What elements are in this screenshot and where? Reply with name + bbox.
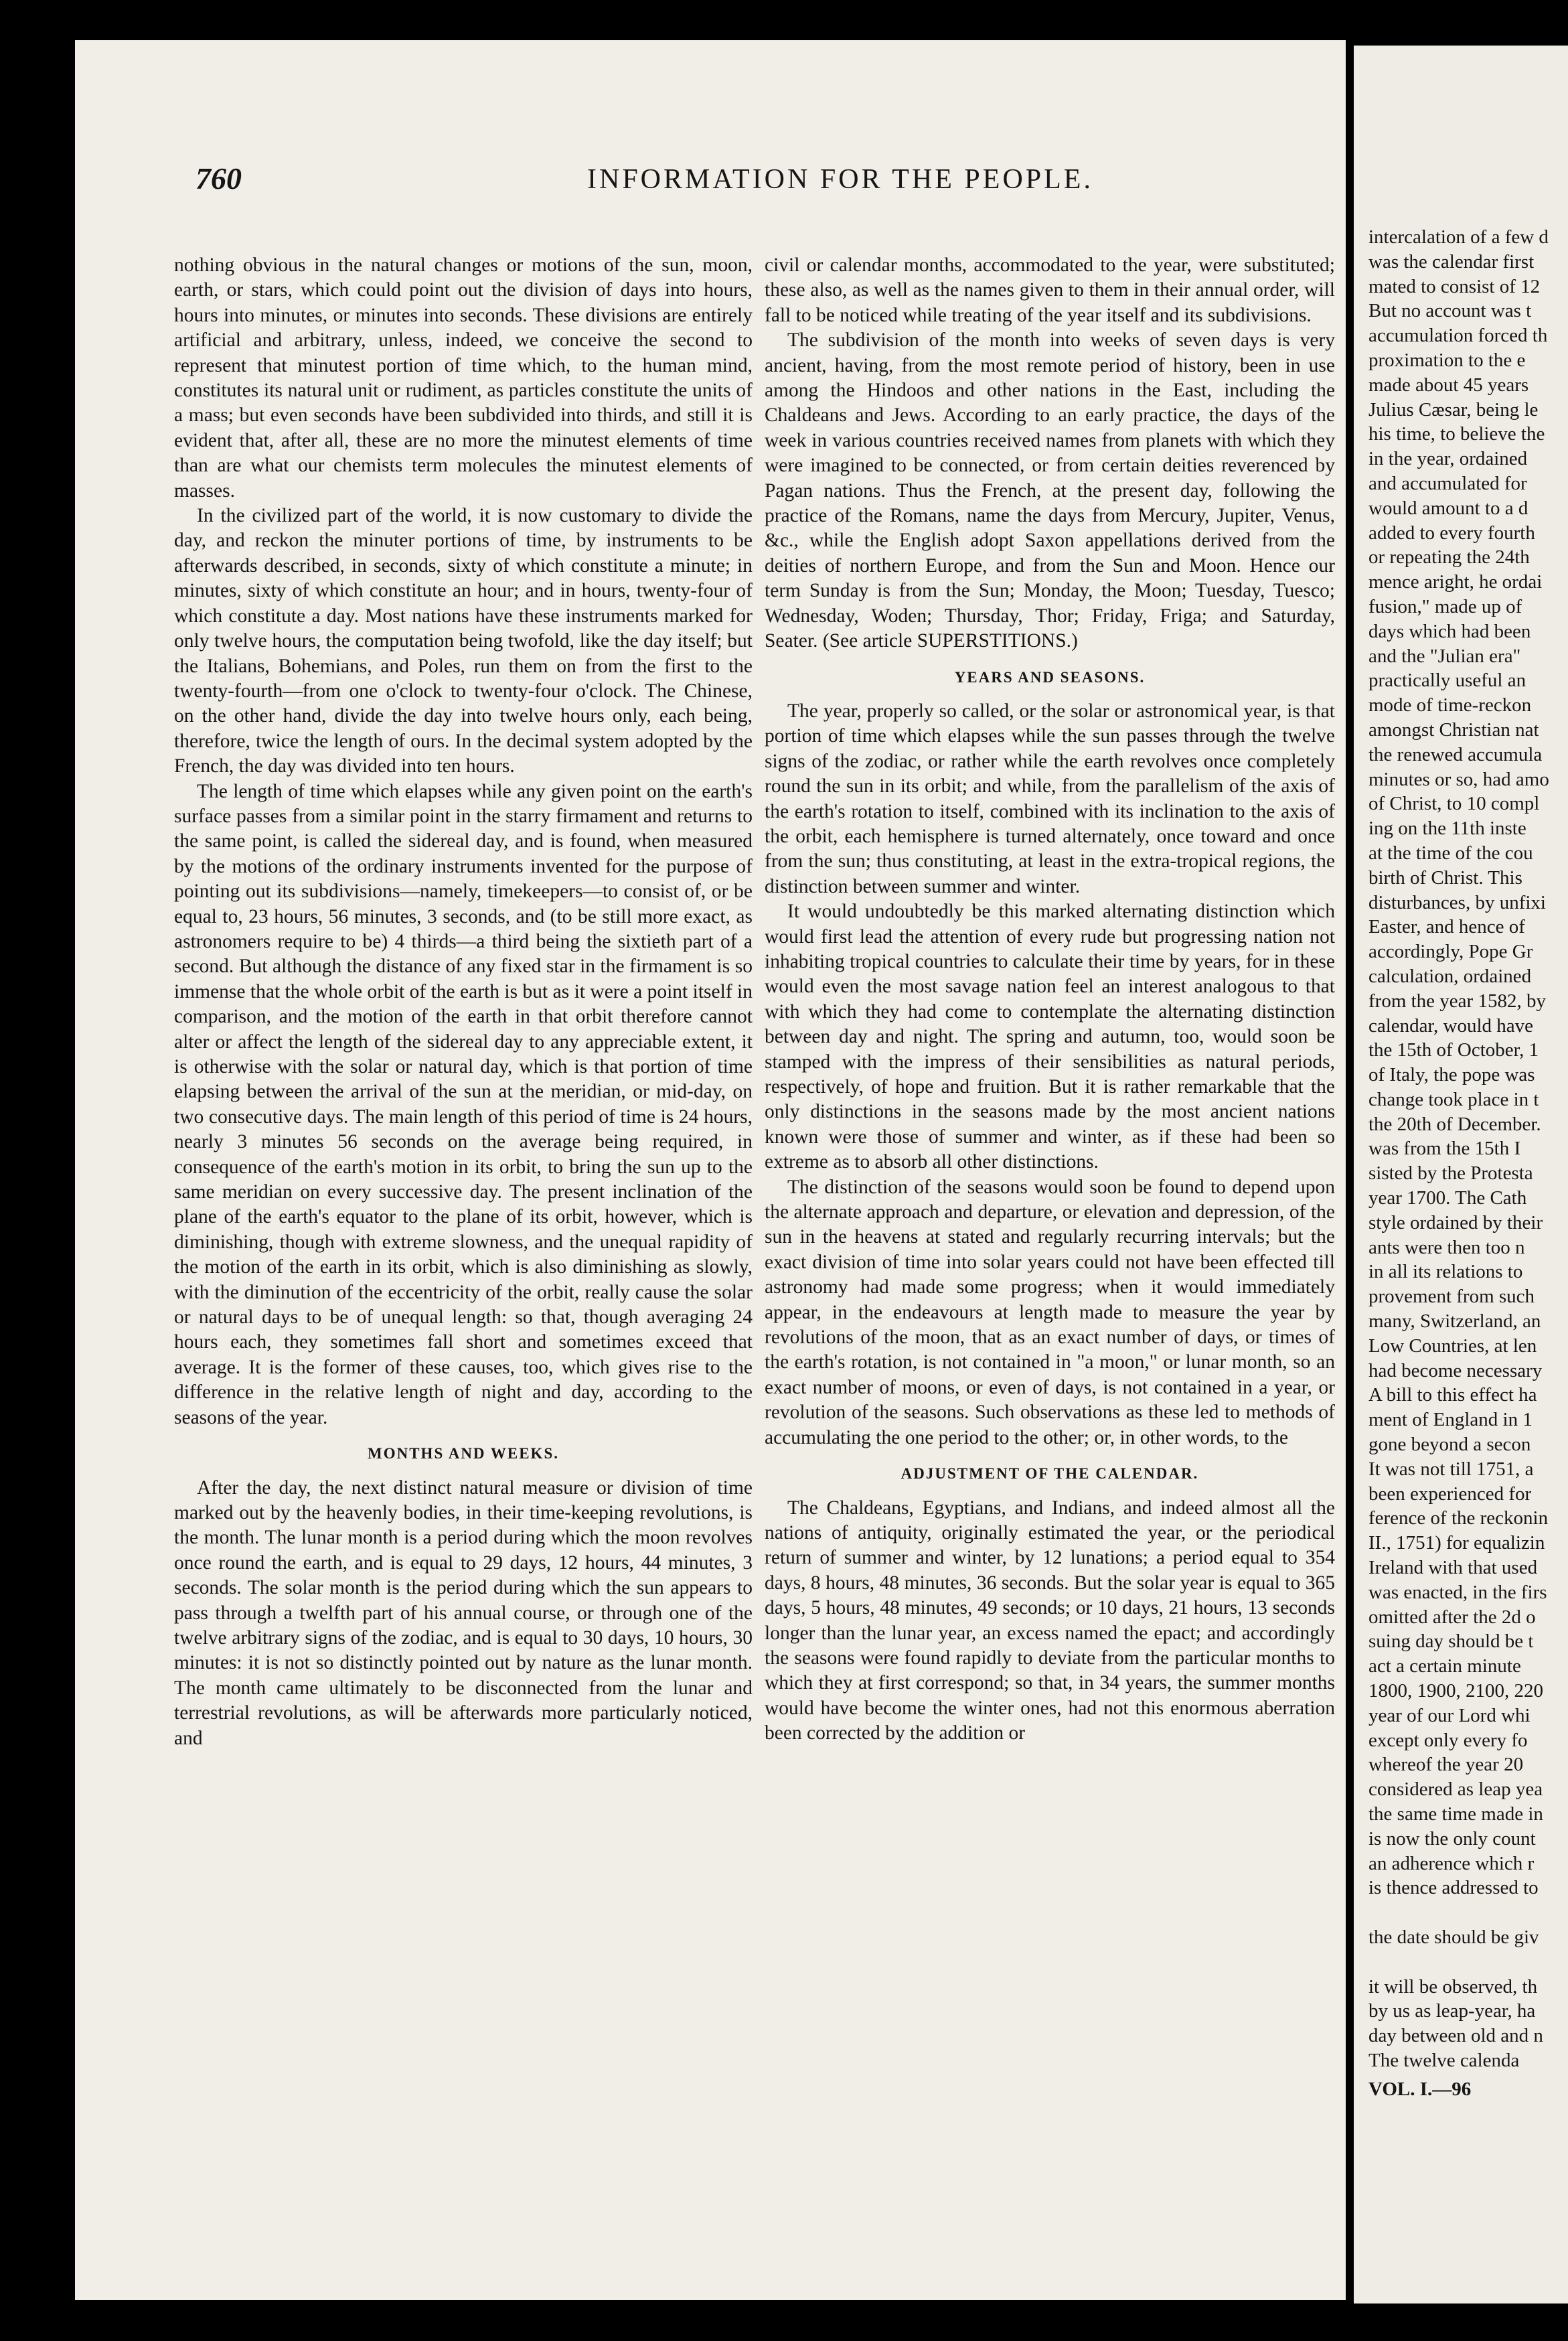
section-heading: YEARS AND SEASONS. [954, 668, 1146, 686]
facing-page-line: Julius Cæsar, being le [1368, 398, 1539, 421]
facing-page-line: added to every fourth [1368, 522, 1535, 544]
facing-page-line [1368, 1900, 1568, 1925]
facing-page-line: It was not till 1751, a [1368, 1458, 1534, 1480]
facing-page-line: accordingly, Pope Gr [1368, 941, 1533, 963]
facing-page-line [1368, 1950, 1568, 1975]
facing-page-line: his time, to believe the [1368, 423, 1545, 445]
facing-page-line: gone beyond a secon [1368, 1434, 1531, 1456]
facing-page-line: ment of England in 1 [1368, 1409, 1533, 1431]
paragraph: nothing obvious in the natural changes or motions of the sun, moon, earth, or stars, which could point out the division of days into hours, hours into minutes, or minutes into seconds. These divisions are entirely artificial and arbitrary, unless, indeed, we conceive the second to represent that minutest portion of time which, to the human mind, constitutes its natural unit or rudiment, as particles constitute the units of a mass; but even seconds have been subdivided into thirds, and still it is evident that, after all, these are no more the minutest elements of time than are what our chemists term molecules the minutest elements of masses. [174, 254, 753, 502]
facing-page-line: But no account was t [1368, 300, 1532, 322]
facing-page-line: made about 45 years [1368, 374, 1529, 396]
facing-page-line: ants were then too n [1368, 1236, 1525, 1258]
book-page [75, 40, 1346, 2300]
facing-page-line: act a certain minute [1368, 1655, 1521, 1677]
facing-page-line: is thence addressed to [1368, 1877, 1539, 1899]
paragraph: The subdivision of the month into weeks of seven days is very ancient, having, from the most remote period of history, been in use among the Hindoos and other nations in the East, including the Chaldeans and Jews. According to an early practice, the days of the week in various countries received names from planets with which they were imagined to be connected, or from certain deities reverenced by Pagan nations. Thus the French, at the present day, following the practice of the Romans, name the days from Mercury, Jupiter, Venus, &c., while the English adopt Saxon appellations derived from the deities of northern Europe, and from the Sun and Moon. Hence our term Sunday is from the Sun; Monday, the Moon; Tuesday, Tuesco; Wednesday, Woden; Thursday, Thor; Friday, Friga; and Saturday, Seater. (See article SUPERSTITIONS.) [765, 329, 1335, 652]
facing-page-line: of Christ, to 10 compl [1368, 793, 1540, 815]
facing-page-line: was from the 15th I [1368, 1138, 1521, 1160]
facing-page-line: amongst Christian nat [1368, 719, 1539, 741]
facing-page-line: had become necessary [1368, 1359, 1543, 1381]
facing-page-line: disturbances, by unfixi [1368, 891, 1546, 913]
facing-page-line: ference of the reckonin [1368, 1507, 1549, 1529]
facing-page-line: the 20th of December. [1368, 1113, 1541, 1135]
facing-page-line: from the year 1582, by [1368, 990, 1546, 1012]
facing-page-line: was enacted, in the firs [1368, 1581, 1547, 1603]
facing-page-line: proximation to the e [1368, 349, 1526, 371]
facing-page-line: VOL. I.—96 [1368, 2078, 1472, 2100]
facing-page-line: many, Switzerland, an [1368, 1310, 1541, 1333]
facing-page-line: provement from such [1368, 1286, 1535, 1308]
facing-page-line: and the "Julian era" [1368, 645, 1521, 667]
left-column [174, 253, 753, 1751]
facing-page-line: omitted after the 2d o [1368, 1606, 1536, 1628]
page-number: 760 [195, 161, 242, 196]
running-title: INFORMATION FOR THE PEOPLE. [587, 164, 1093, 195]
facing-page-line: it will be observed, th [1368, 1975, 1538, 1997]
facing-page-line: II., 1751) for equalizin [1368, 1532, 1545, 1554]
facing-page-line: 1800, 1900, 2100, 220 [1368, 1680, 1543, 1702]
facing-page-line: whereof the year 20 [1368, 1754, 1524, 1776]
facing-page-line: change took place in t [1368, 1088, 1539, 1110]
right-column [765, 253, 1335, 1746]
facing-page-line: accumulation forced th [1368, 325, 1548, 347]
paragraph: civil or calendar months, accommodated to the year, were substituted; these also, as well as the names given to them in their annual order, will fall to be noticed while treating of the year itself and its subdivisions. [765, 254, 1335, 326]
facing-page-line: Easter, and hence of [1368, 916, 1525, 938]
facing-page-column [1368, 225, 1568, 2102]
facing-page [1354, 46, 1568, 2304]
facing-page-line: year 1700. The Cath [1368, 1187, 1527, 1209]
paragraph: It would undoubtedly be this marked alternating distinction which would first lead the attention of every rude but progressing nation not inhabiting tropical countries to calculate their time by years, for in these would even the most savage nation feel an interest analogous to that with which they had come to contemplate the alternating distinction between day and night. The spring and autumn, too, would soon be stamped with the impress of their sensibilities as natural periods, respectively, of hope and fruition. But it is rather remarkable that the only distinctions in the seasons made by the most ancient nations known were those of summer and winter, as if these had been so extreme as to absorb all other distinctions. [765, 901, 1335, 1173]
facing-page-line: been experienced for [1368, 1483, 1532, 1505]
facing-page-line: sisted by the Protesta [1368, 1162, 1533, 1185]
facing-page-line: birth of Christ. This [1368, 866, 1522, 889]
paragraph: The Chaldeans, Egyptians, and Indians, and indeed almost all the nations of antiquity, originally estimated the year, or the periodical return of summer and winter, by 12 lunations; a period equal to 354 days, 8 hours, 48 minutes, 36 seconds. But the solar year is equal to 365 days, 5 hours, 48 minutes, 49 seconds; or 10 days, 21 hours, 13 seconds longer than the lunar year, an excess named the epact; and accordingly the seasons were found rapidly to deviate from the particular months to which they at first correspond; so that, in 34 years, the summer months would have become the winter ones, had not this enormous aberration been corrected by the addition or [765, 1497, 1335, 1744]
facing-page-line: mode of time-reckon [1368, 694, 1532, 716]
facing-page-line: was the calendar first [1368, 250, 1535, 273]
facing-page-line: except only every fo [1368, 1729, 1528, 1751]
facing-page-line: year of our Lord whi [1368, 1704, 1531, 1726]
facing-page-line: days which had been [1368, 620, 1531, 642]
facing-page-line: style ordained by their [1368, 1211, 1543, 1233]
paragraph: The distinction of the seasons would soon be found to depend upon the alternate approach and departure, or elevation and depression, of the sun in the heavens at stated and regularly recurring intervals; but the exact division of time into solar years could not have been effected till astronomy had made some progress; when it would immediately appear, in the endeavours at length made to measure the year by revolutions of the moon, that as an exact number of days, or times of the earth's rotation, is not contained in "a moon," or lunar month, so an exact number of moons, or even of days, is not contained in a year, or revolution of the seasons. Such observations as these led to methods of accumulating the one period to the other; or, in other words, to the [765, 1176, 1335, 1448]
facing-page-line: an adherence which r [1368, 1852, 1535, 1874]
facing-page-line: the 15th of October, 1 [1368, 1039, 1539, 1061]
facing-page-line: the same time made in [1368, 1803, 1543, 1825]
paragraph: After the day, the next distinct natural measure or division of time marked out by the heavenly bodies, in their time-keeping revolutions, is the month. The lunar month is a period during which the moon revolves once round the earth, and is equal to 29 days, 12 hours, 44 minutes, 3 seconds. The solar month is the period during which the sun appears to pass through a twelfth part of his annual course, or through one of the twelve arbitrary signs of the zodiac, and is equal to 30 days, 10 hours, 30 minutes: it is not so distinctly pointed out by nature as the lunar month. The month came ultimately to be disconnected from the lunar and terrestrial revolutions, as will be afterwards more particularly noticed, and [174, 1477, 753, 1749]
facing-page-line: mated to consist of 12 [1368, 275, 1541, 297]
section-heading: MONTHS AND WEEKS. [368, 1445, 559, 1462]
facing-page-line: and accumulated for [1368, 472, 1527, 494]
facing-page-line: intercalation of a few d [1368, 226, 1549, 248]
facing-page-line: considered as leap yea [1368, 1779, 1543, 1801]
facing-page-line: or repeating the 24th [1368, 546, 1530, 569]
facing-page-line: would amount to a d [1368, 497, 1528, 519]
facing-page-line: calculation, ordained [1368, 965, 1532, 987]
facing-page-line: of Italy, the pope was [1368, 1064, 1535, 1086]
facing-page-line: the date should be giv [1368, 1926, 1539, 1948]
facing-page-line: suing day should be t [1368, 1631, 1534, 1653]
facing-page-line: Ireland with that used [1368, 1557, 1538, 1579]
facing-page-line: A bill to this effect ha [1368, 1384, 1537, 1406]
facing-page-line: the renewed accumula [1368, 743, 1543, 765]
paragraph: The length of time which elapses while any given point on the earth's surface passes from a similar point in the starry firmament and returns to the same point, is called the sidereal day, and is found, when measured by the motions of the ordinary instruments invented for the purpose of pointing out its subdivisions—namely, timekeepers—to consist of, or be equal to, 23 hours, 56 minutes, 3 seconds, and (to be still more exact, as astronomers require to be) 4 thirds—a third being the sixtieth part of a second. But although the distance of any fixed star in the firmament is so immense that the whole orbit of the earth is but as it were a point itself in comparison, and the motion of the earth in that orbit therefore cannot alter or affect the length of the sidereal day to any appreciable extent, it is otherwise with the solar or natural day, which is that portion of time elapsing between the arrival of the sun at the meridian, or mid-day, on two consecutive days. The main length of this period of time is 24 hours, nearly 3 minutes 56 seconds on the average being required, in consequence of the earth's motion in its orbit, to bring the sun up to the same meridian on every successive day. The present inclination of the plane of the earth's equator to the plane of its orbit, however, which is diminishing, though with extreme slowness, and the unequal rapidity of the motion of the earth in its orbit, which is also diminishing as slowly, with the diminution of the eccentricity of the orbit, really cause the solar or natural days to be of unequal length: so that, though averaging 24 hours each, they sometimes fall short and sometimes exceed that average. It is the former of these causes, too, which gives rise to the difference in the relative length of night and day, according to the seasons of the year. [174, 780, 753, 1428]
facing-page-line: fusion," made up of [1368, 595, 1522, 617]
paragraph: The year, properly so called, or the solar or astronomical year, is that portion of time which elapses while the sun passes through the twelve signs of the zodiac, or rather while the earth revolves once completely round the sun in its orbit; and while, from the parallelism of the axis of the earth's rotation to itself, combined with its inclination to the axis of the orbit, each hemisphere is turned alternately, once toward and once from the sun; thus constituting, at least in the extra-tropical regions, the distinction between summer and winter. [765, 700, 1335, 897]
facing-page-line: is now the only count [1368, 1827, 1536, 1849]
facing-page-line: calendar, would have [1368, 1014, 1534, 1037]
facing-page-line: minutes or so, had amo [1368, 768, 1549, 790]
facing-page-line: by us as leap-year, ha [1368, 2000, 1536, 2022]
facing-page-line: at the time of the cou [1368, 842, 1533, 864]
facing-page-line: The twelve calenda [1368, 2049, 1520, 2071]
paragraph: In the civilized part of the world, it is now customary to divide the day, and reckon the minuter portions of time, by instruments to be afterwards described, in seconds, sixty of which constitute a minute; in minutes, sixty of which constitute an hour; and in hours, twenty-four of which constitute a day. Most nations have these instruments marked for only twelve hours, the computation being twofold, like the day itself; but the Italians, Bohemians, and Poles, run them on from the first to the twenty-fourth—from one o'clock to twenty-four o'clock. The Chinese, on the other hand, divide the day into twelve hours only, each being, therefore, twice the length of ours. In the decimal system adopted by the French, the day was divided into ten hours. [174, 505, 753, 777]
section-heading: ADJUSTMENT OF THE CALENDAR. [900, 1465, 1199, 1483]
facing-page-line: day between old and n [1368, 2025, 1543, 2047]
facing-page-line: Low Countries, at len [1368, 1335, 1537, 1357]
facing-page-line: in all its relations to [1368, 1261, 1523, 1283]
page-header [195, 161, 1334, 214]
facing-page-line: practically useful an [1368, 670, 1526, 692]
facing-page-line: in the year, ordained [1368, 448, 1528, 470]
facing-page-line: mence aright, he ordai [1368, 571, 1543, 593]
facing-page-line: ing on the 11th inste [1368, 818, 1526, 840]
